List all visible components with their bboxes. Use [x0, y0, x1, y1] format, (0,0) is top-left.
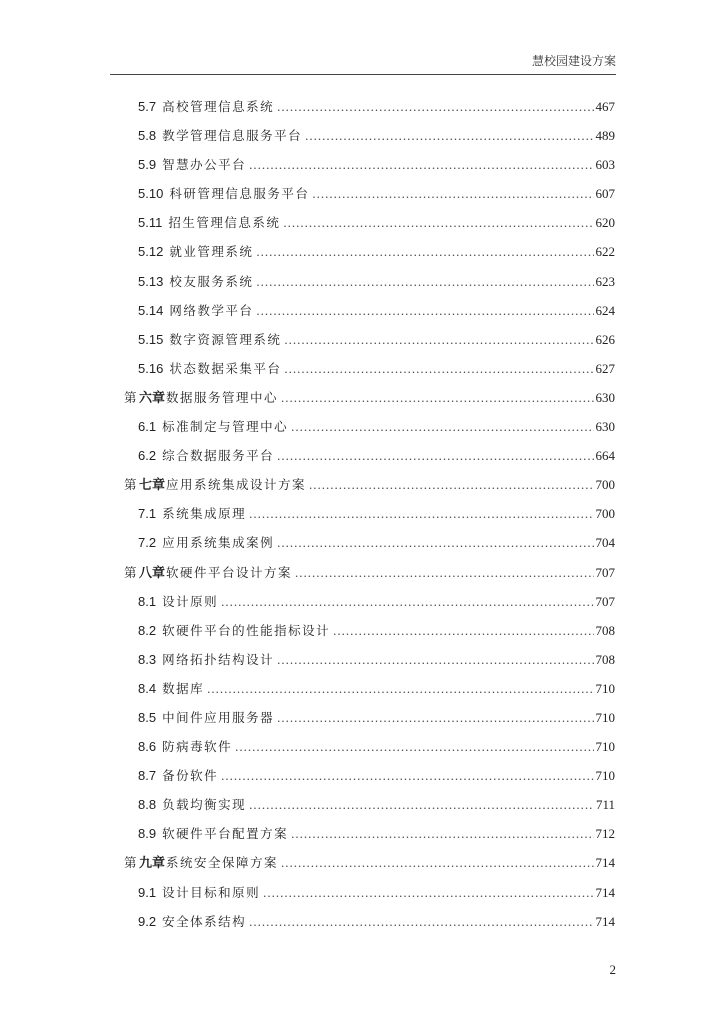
toc-entry-title: 状态数据采集平台 — [169, 360, 282, 376]
toc-section-row[interactable] — [124, 412, 615, 441]
toc-entry-title: 数据服务管理中心 — [166, 389, 279, 405]
toc-section-row[interactable] — [124, 645, 615, 674]
dot-leader — [235, 732, 593, 761]
toc-entry-title: 校友服务系统 — [169, 273, 254, 289]
toc-page-number: 623 — [595, 273, 615, 289]
toc-section-number: 5.10 — [138, 186, 164, 202]
toc-page-number: 489 — [595, 128, 615, 144]
toc-chapter-number: 七章 — [139, 478, 166, 494]
toc-page-number: 708 — [595, 622, 615, 638]
dot-leader — [312, 179, 593, 208]
toc-page-number: 626 — [595, 331, 615, 347]
toc-section-row[interactable] — [124, 441, 615, 470]
dot-leader — [283, 208, 593, 237]
dot-leader — [249, 907, 593, 936]
dot-leader — [207, 674, 593, 703]
dot-leader — [281, 848, 593, 877]
toc-entry-title: 系统安全保障方案 — [166, 855, 279, 871]
dot-leader — [256, 267, 593, 296]
toc-section-number: 5.16 — [138, 360, 164, 376]
toc-page-number: 624 — [595, 302, 615, 318]
toc-section-number: 5.9 — [138, 157, 157, 173]
toc-section-number: 8.4 — [138, 680, 157, 696]
toc-section-row[interactable] — [124, 703, 615, 732]
toc-entry-title: 教学管理信息服务平台 — [162, 128, 303, 144]
toc-section-row[interactable] — [124, 761, 615, 790]
toc-chapter-prefix: 第 — [124, 855, 139, 871]
toc-page-number: 714 — [595, 855, 615, 871]
toc-section-number: 8.8 — [138, 797, 157, 813]
toc-section-row[interactable] — [124, 121, 615, 150]
toc-entry-title: 软硬件平台配置方案 — [162, 826, 289, 842]
toc-section-row[interactable] — [124, 587, 615, 616]
toc-section-row[interactable] — [124, 528, 615, 557]
toc-page-number: 630 — [595, 419, 615, 435]
toc-section-row[interactable] — [124, 616, 615, 645]
toc-section-number: 8.3 — [138, 651, 157, 667]
running-header: 慧校园建设方案 — [531, 54, 616, 68]
toc-section-row[interactable] — [124, 325, 615, 354]
toc-entry-title: 设计原则 — [162, 593, 219, 609]
dot-leader — [249, 790, 594, 819]
toc-entry-title: 中间件应用服务器 — [162, 709, 275, 725]
toc-chapter-row[interactable] — [124, 848, 615, 877]
toc-page-number: 630 — [595, 389, 615, 405]
toc-entry-title: 网络教学平台 — [169, 302, 254, 318]
toc-entry-title: 系统集成原理 — [162, 506, 247, 522]
toc-page-number: 603 — [595, 157, 615, 173]
toc-entry-title: 软硬件平台的性能指标设计 — [162, 622, 331, 638]
toc-section-number: 9.2 — [138, 913, 157, 929]
page-number: 2 — [609, 962, 616, 977]
dot-leader — [277, 528, 593, 557]
toc-entry-title: 应用系统集成案例 — [162, 535, 275, 551]
dot-leader — [284, 354, 593, 383]
toc-entry-title: 综合数据服务平台 — [162, 448, 275, 464]
toc-page-number: 710 — [595, 768, 615, 784]
dot-leader — [333, 616, 593, 645]
dot-leader — [277, 645, 593, 674]
toc-section-row[interactable] — [124, 237, 615, 266]
dot-leader — [249, 499, 593, 528]
toc-section-row[interactable] — [124, 819, 615, 848]
table-of-contents — [124, 92, 615, 936]
toc-page-number: 712 — [595, 826, 615, 842]
toc-section-number: 8.9 — [138, 826, 157, 842]
toc-page-number: 704 — [595, 535, 615, 551]
toc-section-row[interactable] — [124, 150, 615, 179]
toc-section-number: 5.8 — [138, 128, 157, 144]
toc-section-row[interactable] — [124, 878, 615, 907]
toc-entry-title: 负载均衡实现 — [162, 797, 247, 813]
dot-leader — [221, 587, 593, 616]
toc-page-number: 700 — [595, 477, 615, 493]
toc-section-row[interactable] — [124, 907, 615, 936]
toc-entry-title: 招生管理信息系统 — [168, 215, 281, 231]
toc-entry-title: 应用系统集成设计方案 — [166, 477, 307, 493]
toc-entry-title: 备份软件 — [162, 768, 219, 784]
toc-chapter-number: 六章 — [139, 390, 166, 406]
toc-section-number: 8.6 — [138, 739, 157, 755]
toc-section-row[interactable] — [124, 354, 615, 383]
toc-chapter-prefix: 第 — [124, 389, 139, 405]
toc-section-row[interactable] — [124, 208, 615, 237]
toc-page-number: 467 — [595, 99, 615, 114]
toc-page-number: 622 — [595, 244, 615, 260]
toc-page-number: 708 — [595, 651, 615, 667]
toc-chapter-row[interactable] — [124, 470, 615, 499]
toc-section-row[interactable] — [124, 732, 615, 761]
toc-section-number: 5.13 — [138, 273, 164, 289]
header-rule — [110, 74, 616, 75]
toc-page-number: 607 — [595, 186, 615, 202]
toc-chapter-row[interactable] — [124, 383, 615, 412]
toc-page-number: 664 — [595, 448, 615, 464]
toc-chapter-number: 八章 — [139, 565, 166, 581]
dot-leader — [291, 412, 593, 441]
toc-chapter-row[interactable] — [124, 558, 615, 587]
toc-chapter-prefix: 第 — [124, 477, 139, 493]
toc-entry-title: 安全体系结构 — [162, 913, 247, 929]
toc-entry-title: 数字资源管理系统 — [169, 331, 282, 347]
toc-entry-title: 设计目标和原则 — [162, 884, 261, 900]
toc-page-number: 627 — [595, 360, 615, 376]
toc-entry-title: 网络拓扑结构设计 — [162, 651, 275, 667]
dot-leader — [281, 383, 593, 412]
toc-section-number: 7.2 — [138, 535, 157, 551]
toc-chapter-prefix: 第 — [124, 564, 139, 580]
dot-leader — [291, 819, 593, 848]
toc-section-number: 8.1 — [138, 593, 157, 609]
toc-page-number: 707 — [595, 593, 615, 609]
dot-leader — [295, 558, 593, 587]
toc-section-row[interactable] — [124, 790, 615, 819]
toc-section-number: 7.1 — [138, 506, 157, 522]
dot-leader — [277, 703, 593, 732]
toc-section-row[interactable] — [124, 674, 615, 703]
toc-page-number: 710 — [595, 680, 615, 696]
toc-page-number: 710 — [595, 739, 615, 755]
toc-section-row[interactable] — [124, 92, 615, 121]
toc-section-row[interactable] — [124, 296, 615, 325]
toc-entry-title: 标准制定与管理中心 — [162, 419, 289, 435]
toc-section-number: 5.11 — [138, 215, 163, 231]
toc-page-number: 714 — [595, 913, 615, 929]
toc-entry-title: 智慧办公平台 — [162, 157, 247, 173]
toc-section-row[interactable] — [124, 179, 615, 208]
toc-page-number: 707 — [595, 564, 615, 580]
toc-entry-title: 高校管理信息系统 — [162, 99, 275, 114]
toc-entry-title: 科研管理信息服务平台 — [169, 186, 310, 202]
toc-entry-title: 数据库 — [162, 680, 205, 696]
dot-leader — [277, 92, 593, 121]
toc-section-row[interactable] — [124, 499, 615, 528]
dot-leader — [309, 470, 593, 499]
toc-section-number: 8.7 — [138, 768, 157, 784]
toc-entry-title: 防病毒软件 — [162, 739, 233, 755]
dot-leader — [305, 121, 593, 150]
toc-section-number: 5.14 — [138, 302, 164, 318]
toc-page-number: 710 — [595, 709, 615, 725]
toc-section-number: 5.12 — [138, 244, 164, 260]
toc-page-number: 620 — [595, 215, 615, 231]
toc-section-number: 6.2 — [138, 448, 157, 464]
toc-section-number: 6.1 — [138, 419, 157, 435]
toc-entry-title: 软硬件平台设计方案 — [166, 564, 293, 580]
toc-section-number: 8.2 — [138, 622, 157, 638]
toc-section-row[interactable] — [124, 267, 615, 296]
toc-entry-title: 就业管理系统 — [169, 244, 254, 260]
toc-page-number: 711 — [595, 797, 615, 813]
dot-leader — [277, 441, 593, 470]
dot-leader — [256, 237, 593, 266]
dot-leader — [256, 296, 593, 325]
toc-section-number: 8.5 — [138, 709, 157, 725]
toc-section-number: 5.15 — [138, 331, 164, 347]
dot-leader — [263, 878, 593, 907]
dot-leader — [221, 761, 593, 790]
dot-leader — [284, 325, 593, 354]
toc-section-number: 5.7 — [138, 99, 157, 114]
dot-leader — [249, 150, 593, 179]
toc-section-number: 9.1 — [138, 884, 157, 900]
toc-page-number: 700 — [595, 506, 615, 522]
toc-page-number: 714 — [595, 884, 615, 900]
toc-chapter-number: 九章 — [139, 856, 166, 872]
